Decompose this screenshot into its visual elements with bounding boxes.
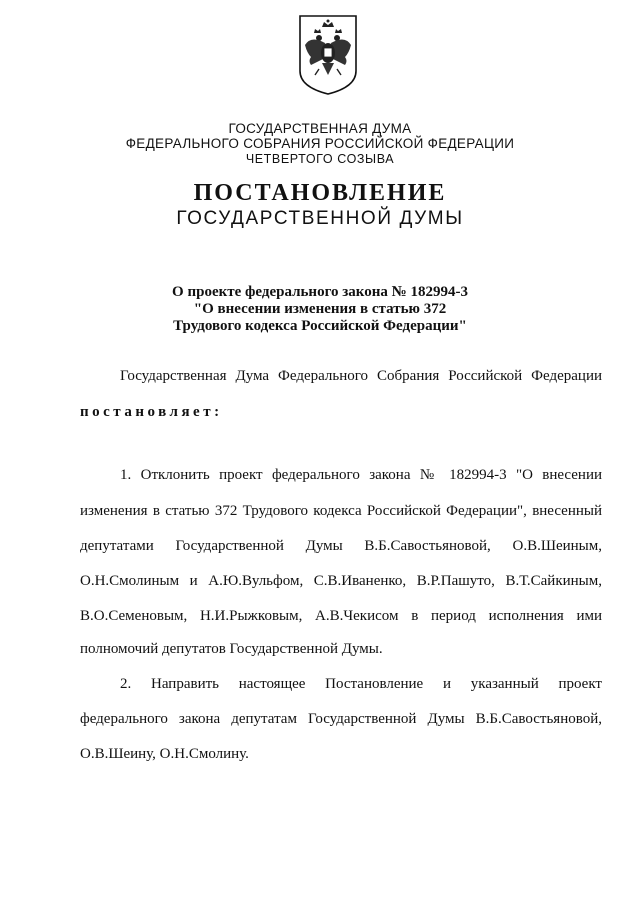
- item1-line: депутатами Государственной Думы В.Б.Савостьяновой, О.В.Шеиным,: [80, 538, 602, 554]
- subject-line-2: "О внесении изменения в статью 372: [193, 301, 447, 317]
- resolves-keyword: постановляет:: [80, 404, 223, 420]
- subject-line-3: Трудового кодекса Российской Федерации": [173, 318, 467, 334]
- header-line-assembly: ФЕДЕРАЛЬНОГО СОБРАНИЯ РОССИЙСКОЙ ФЕДЕРАЦИИ: [125, 136, 515, 151]
- item1-line: полномочий депутатов Государственной Думы.: [80, 641, 383, 657]
- document-subtitle: ГОСУДАРСТВЕННОЙ ДУМЫ: [176, 208, 464, 229]
- item2-line: федерального закона депутатам Государственной Думы В.Б.Савостьяновой,: [80, 711, 602, 727]
- item2-line: О.В.Шеину, О.Н.Смолину.: [80, 746, 249, 762]
- item1-line: В.О.Семеновым, Н.И.Рыжковым, А.В.Чекисом в период исполнения ими: [80, 608, 602, 624]
- coat-of-arms-emblem-icon: [297, 13, 359, 97]
- item1-line: изменения в статью 372 Трудового кодекса Российской Федерации", внесенный: [80, 503, 602, 519]
- document-title: ПОСТАНОВЛЕНИЕ: [193, 180, 447, 206]
- intro-paragraph: Государственная Дума Федерального Собрания Российской Федерации: [120, 368, 602, 384]
- item2-line: 2. Направить настоящее Постановление и указанный проект: [120, 676, 602, 692]
- item1-line: 1. Отклонить проект федерального закона № 182994-3 "О внесении: [120, 467, 602, 483]
- item1-line: О.Н.Смолиным и А.Ю.Вульфом, С.В.Иваненко, В.Р.Пашуто, В.Т.Сайкиным,: [80, 573, 602, 589]
- subject-line-1: О проекте федерального закона № 182994-3: [172, 284, 468, 300]
- header-line-convocation: ЧЕТВЕРТОГО СОЗЫВА: [245, 152, 395, 166]
- header-line-duma: ГОСУДАРСТВЕННАЯ ДУМА: [228, 121, 412, 136]
